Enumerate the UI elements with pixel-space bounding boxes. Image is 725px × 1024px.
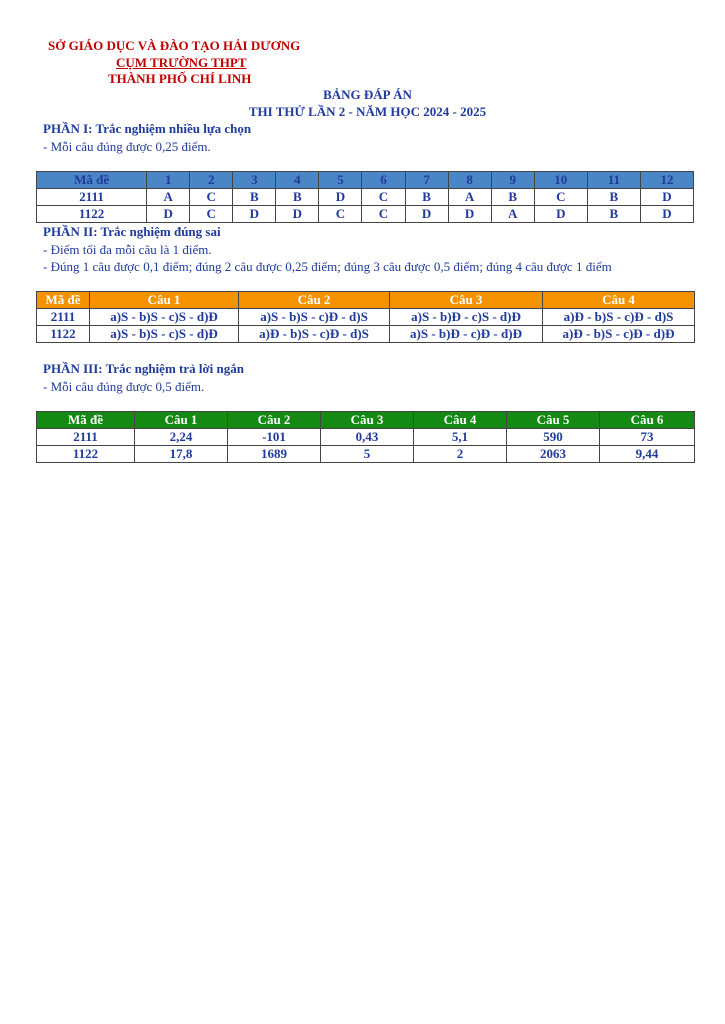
column-header: 8 bbox=[448, 172, 491, 189]
table-cell: B bbox=[491, 189, 534, 206]
table-cell: 5,1 bbox=[414, 429, 507, 446]
table-cell: C bbox=[190, 206, 233, 223]
table-cell: C bbox=[534, 189, 587, 206]
column-header: 11 bbox=[587, 172, 640, 189]
column-header: 3 bbox=[233, 172, 276, 189]
table-cell: 2111 bbox=[37, 309, 90, 326]
table-cell: a)Đ - b)S - c)Đ - d)S bbox=[239, 326, 390, 343]
exam-subtitle: THI THỬ LẦN 2 - NĂM HỌC 2024 - 2025 bbox=[248, 104, 487, 119]
column-header: 10 bbox=[534, 172, 587, 189]
part1-answer-table bbox=[36, 171, 694, 223]
column-header: 12 bbox=[640, 172, 693, 189]
table-cell: 2 bbox=[414, 446, 507, 463]
table-cell: a)Đ - b)S - c)Đ - d)Đ bbox=[543, 326, 695, 343]
table-cell: a)S - b)Đ - c)S - d)Đ bbox=[390, 309, 543, 326]
table-cell: 1122 bbox=[37, 446, 135, 463]
column-header: 5 bbox=[319, 172, 362, 189]
table-cell: D bbox=[147, 206, 190, 223]
part1-heading: PHẦN I: Trắc nghiệm nhiều lựa chọn bbox=[43, 121, 252, 136]
table-cell: 0,43 bbox=[321, 429, 414, 446]
column-header: Câu 4 bbox=[543, 292, 695, 309]
table-cell: C bbox=[362, 206, 405, 223]
part3-heading: PHẦN III: Trắc nghiệm trả lời ngắn bbox=[43, 361, 244, 376]
table-cell: D bbox=[276, 206, 319, 223]
department-name: SỞ GIÁO DỤC VÀ ĐÀO TẠO HẢI DƯƠNG bbox=[48, 38, 301, 53]
column-header: Câu 5 bbox=[507, 412, 600, 429]
part3-note: - Mỗi câu đúng được 0,5 điểm. bbox=[43, 379, 205, 394]
table-cell: A bbox=[448, 189, 491, 206]
part2-heading: PHẦN II: Trắc nghiệm đúng sai bbox=[43, 224, 221, 239]
table-cell: -101 bbox=[228, 429, 321, 446]
column-header: 6 bbox=[362, 172, 405, 189]
table-row bbox=[37, 206, 694, 223]
part2-note-scoring: - Đúng 1 câu được 0,1 điểm; đúng 2 câu được 0,25 điểm; đúng 3 câu được 0,5 điểm; đúng 4 câu được 1 điểm bbox=[43, 259, 612, 274]
table-cell: B bbox=[587, 206, 640, 223]
cluster-name: CỤM TRƯỜNG THPT bbox=[116, 55, 247, 70]
table-row bbox=[37, 189, 694, 206]
column-header: 2 bbox=[190, 172, 233, 189]
column-header: Câu 1 bbox=[90, 292, 239, 309]
table-cell: D bbox=[405, 206, 448, 223]
column-header: 1 bbox=[147, 172, 190, 189]
table-cell: B bbox=[405, 189, 448, 206]
column-header: 4 bbox=[276, 172, 319, 189]
table-cell: D bbox=[640, 206, 693, 223]
table-cell: 9,44 bbox=[600, 446, 695, 463]
part3-answer-table bbox=[36, 411, 695, 463]
table-cell: A bbox=[491, 206, 534, 223]
table-cell: 2111 bbox=[37, 429, 135, 446]
table-cell: B bbox=[233, 189, 276, 206]
table-cell: A bbox=[147, 189, 190, 206]
column-header: Câu 2 bbox=[228, 412, 321, 429]
table-row bbox=[37, 326, 695, 343]
table-cell: 1122 bbox=[37, 326, 90, 343]
table-cell: 1122 bbox=[37, 206, 147, 223]
table-cell: a)S - b)Đ - c)Đ - d)Đ bbox=[390, 326, 543, 343]
table-cell: 17,8 bbox=[135, 446, 228, 463]
table-header-row bbox=[37, 412, 695, 429]
column-header: Mã đề bbox=[37, 412, 135, 429]
column-header: Câu 6 bbox=[600, 412, 695, 429]
table-cell: 5 bbox=[321, 446, 414, 463]
table-cell: 2,24 bbox=[135, 429, 228, 446]
table-cell: 2063 bbox=[507, 446, 600, 463]
document-title: BẢNG ĐÁP ÁN bbox=[323, 87, 412, 102]
table-cell: C bbox=[319, 206, 362, 223]
column-header: 7 bbox=[405, 172, 448, 189]
table-cell: D bbox=[233, 206, 276, 223]
column-header: Câu 3 bbox=[321, 412, 414, 429]
table-cell: 2111 bbox=[37, 189, 147, 206]
table-cell: C bbox=[362, 189, 405, 206]
table-cell: D bbox=[640, 189, 693, 206]
table-cell: C bbox=[190, 189, 233, 206]
table-row bbox=[37, 309, 695, 326]
column-header: Mã đề bbox=[37, 172, 147, 189]
table-cell: D bbox=[534, 206, 587, 223]
table-cell: 1689 bbox=[228, 446, 321, 463]
table-header-row bbox=[37, 292, 695, 309]
part2-answer-table bbox=[36, 291, 695, 343]
table-cell: a)Đ - b)S - c)Đ - d)S bbox=[543, 309, 695, 326]
part2-note-max: - Điểm tối đa mỗi câu là 1 điểm. bbox=[43, 242, 212, 257]
city-name: THÀNH PHỐ CHÍ LINH bbox=[108, 71, 252, 86]
table-cell: a)S - b)S - c)Đ - d)S bbox=[239, 309, 390, 326]
table-cell: B bbox=[276, 189, 319, 206]
table-row bbox=[37, 446, 695, 463]
column-header: 9 bbox=[491, 172, 534, 189]
table-cell: a)S - b)S - c)S - d)Đ bbox=[90, 326, 239, 343]
column-header: Câu 3 bbox=[390, 292, 543, 309]
table-cell: D bbox=[319, 189, 362, 206]
table-cell: 73 bbox=[600, 429, 695, 446]
column-header: Câu 2 bbox=[239, 292, 390, 309]
column-header: Câu 4 bbox=[414, 412, 507, 429]
table-header-row bbox=[37, 172, 694, 189]
table-cell: a)S - b)S - c)S - d)Đ bbox=[90, 309, 239, 326]
part1-note: - Mỗi câu đúng được 0,25 điểm. bbox=[43, 139, 211, 154]
table-cell: D bbox=[448, 206, 491, 223]
column-header: Câu 1 bbox=[135, 412, 228, 429]
column-header: Mã đề bbox=[37, 292, 90, 309]
table-cell: B bbox=[587, 189, 640, 206]
table-cell: 590 bbox=[507, 429, 600, 446]
table-row bbox=[37, 429, 695, 446]
